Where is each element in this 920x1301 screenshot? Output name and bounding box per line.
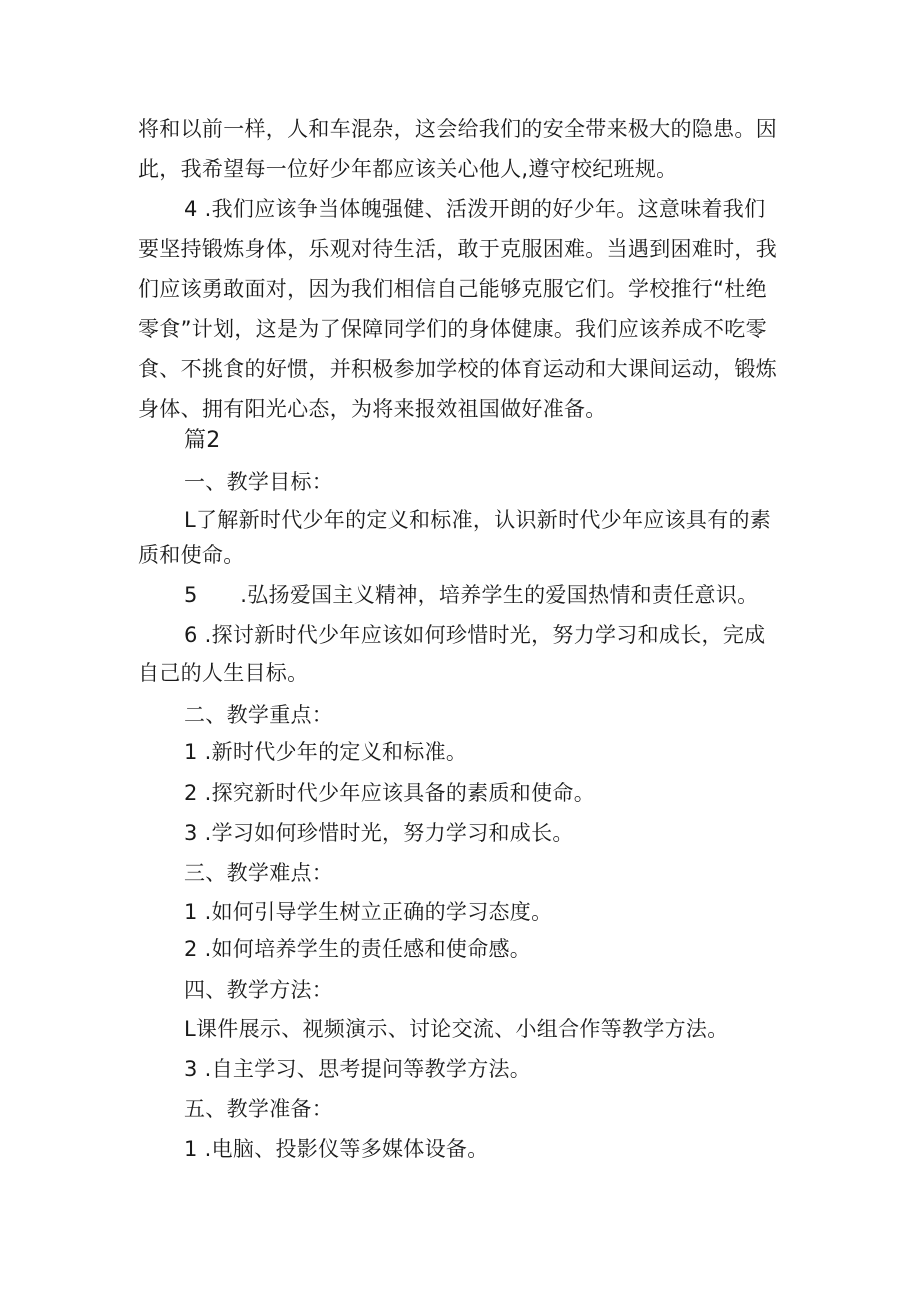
section-heading: 二、教学重点：	[184, 703, 334, 727]
section-heading: 三、教学难点：	[184, 861, 334, 885]
list-item: L课件展示、视频演示、讨论交流、小组合作等教学方法。	[184, 1017, 729, 1041]
paragraph-line: 食、不挑食的好惯，并积极参加学校的体育运动和大课间运动，锻炼	[138, 357, 777, 381]
section-heading: 五、教学准备：	[184, 1097, 334, 1121]
list-item: 1 .如何引导学生树立正确的学习态度。	[184, 900, 553, 924]
list-item: 2 .如何培养学生的责任感和使命感。	[184, 937, 532, 961]
list-item: 5 .弘扬爱国主义精神，培养学生的爱国热情和责任意识。	[184, 583, 759, 607]
paragraph-line: 此，我希望每一位好少年都应该关心他人,遵守校纪班规。	[138, 157, 678, 181]
paragraph-line: 将和以前一样，人和车混杂，这会给我们的安全带来极大的隐患。因	[138, 117, 777, 141]
paragraph-line: 们应该勇敢面对，因为我们相信自己能够克服它们。学校推行“杜绝	[138, 277, 767, 301]
list-item: 2 .探究新时代少年应该具备的素质和使命。	[184, 781, 596, 805]
paragraph-line: 要坚持锻炼身体，乐观对待生活，敢于克服困难。当遇到困难时，我	[138, 237, 777, 261]
list-item: 1 .电脑、投影仪等多媒体设备。	[184, 1137, 489, 1161]
list-item-continuation: 质和使命。	[138, 543, 245, 567]
section-title: 篇2	[184, 428, 221, 453]
list-item: 6 .探讨新时代少年应该如何珍惜时光，努力学习和成长，完成	[184, 623, 766, 647]
section-heading: 一、教学目标：	[184, 470, 334, 494]
list-item: 3 .学习如何珍惜时光，努力学习和成长。	[184, 821, 574, 845]
paragraph-line: 零食”计划，这是为了保障同学们的身体健康。我们应该养成不吃零	[138, 317, 767, 341]
list-item: 3 .自主学习、思考提问等教学方法。	[184, 1057, 532, 1081]
section-heading: 四、教学方法：	[184, 978, 334, 1002]
paragraph-line: 身体、拥有阳光心态，为将来报效祖国做好准备。	[138, 397, 607, 421]
list-item-continuation: 自己的人生目标。	[138, 661, 309, 685]
paragraph-line: 4 .我们应该争当体魄强健、活泼开朗的好少年。这意味着我们	[184, 197, 766, 221]
list-item: L了解新时代少年的定义和标准，认识新时代少年应该具有的素	[184, 508, 772, 532]
list-item: 1 .新时代少年的定义和标准。	[184, 740, 468, 764]
